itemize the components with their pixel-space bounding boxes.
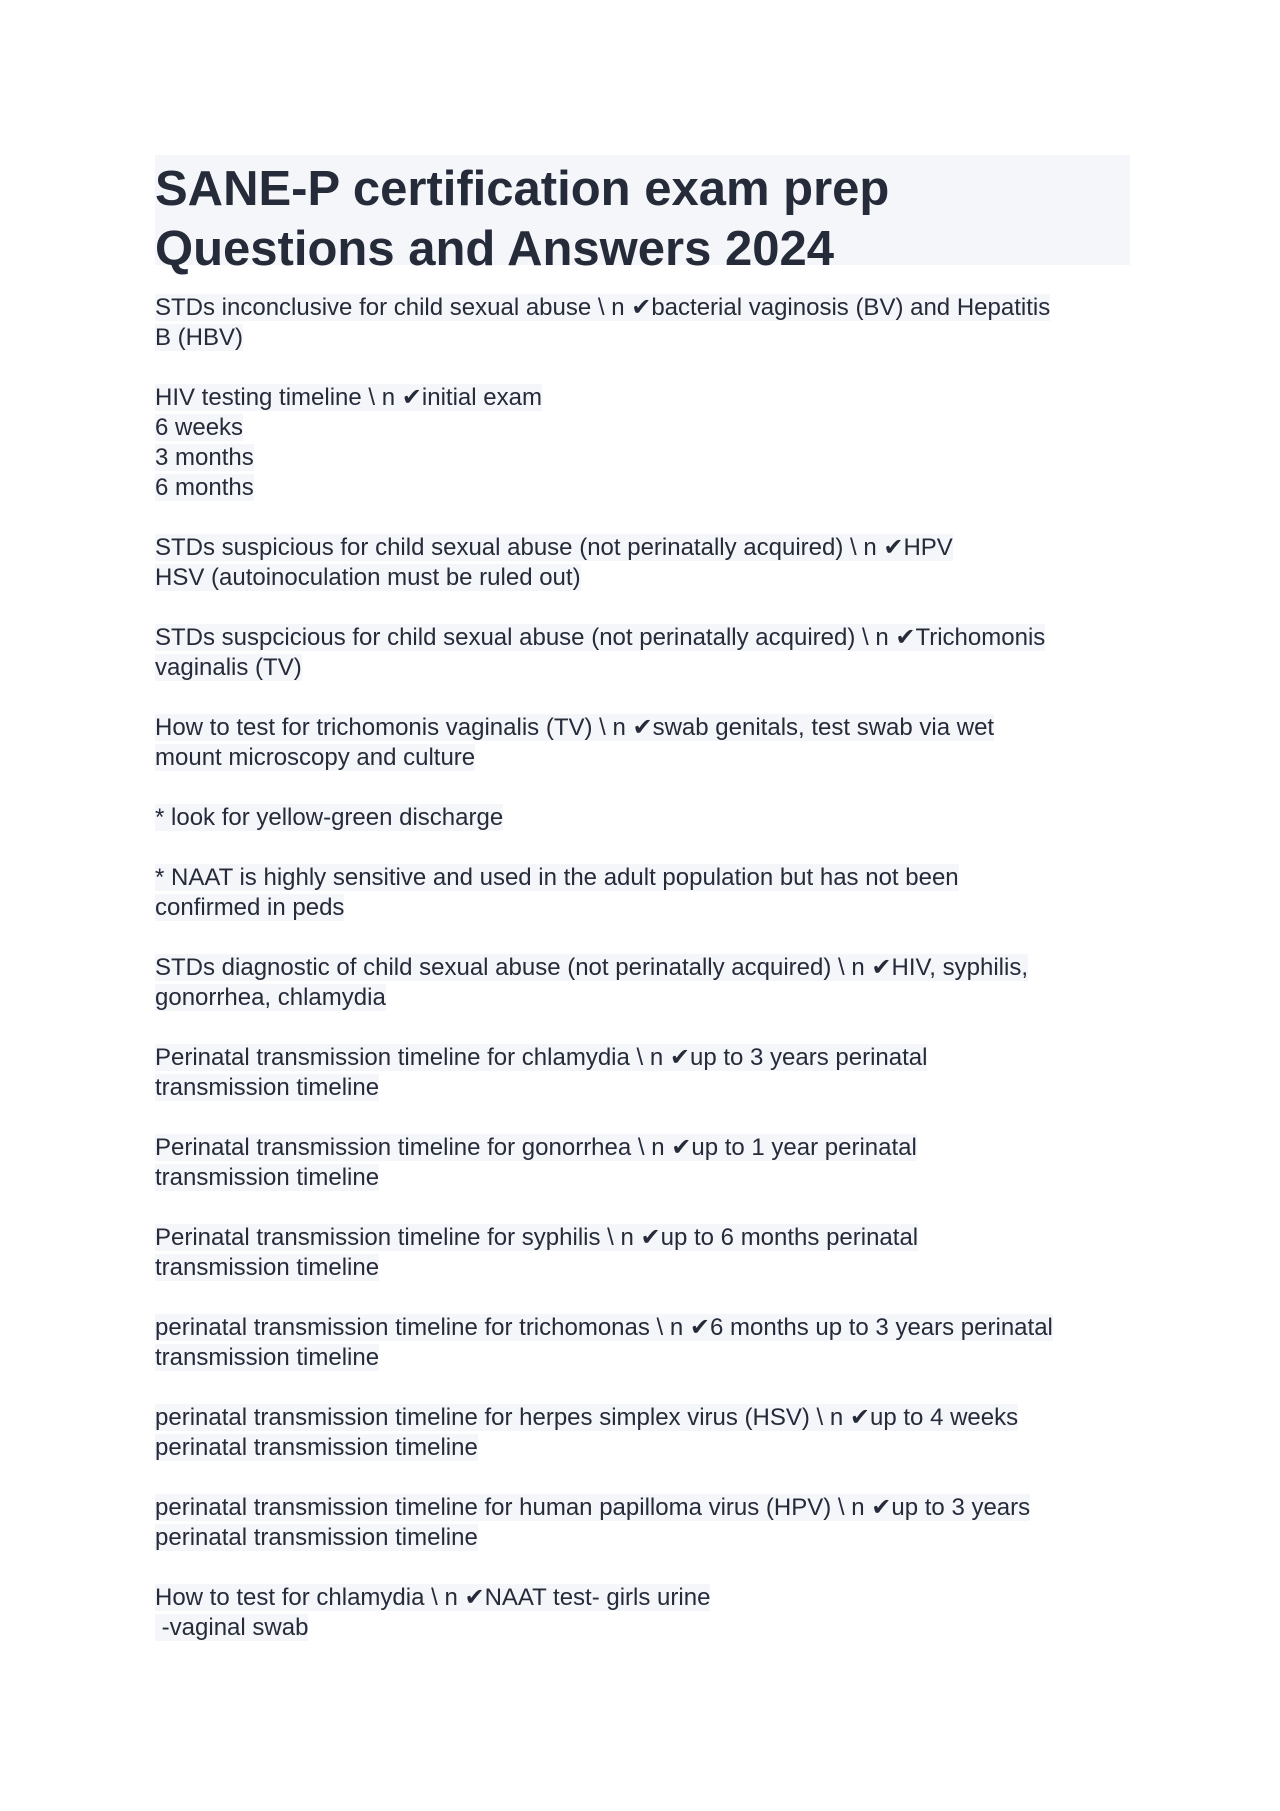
qa-text: perinatal transmission timeline bbox=[155, 1434, 478, 1461]
qa-row bbox=[155, 1403, 1130, 1433]
qa-row bbox=[155, 893, 1130, 923]
qa-row bbox=[155, 1613, 1130, 1643]
qa-text: * NAAT is highly sensitive and used in the adult population but has not been bbox=[155, 864, 959, 891]
qa-row bbox=[155, 443, 1130, 473]
qa-row bbox=[155, 1043, 1130, 1073]
qa-text: transmission timeline bbox=[155, 1254, 380, 1281]
qa-text: B (HBV) bbox=[155, 324, 244, 351]
qa-item bbox=[155, 953, 1130, 1013]
qa-item bbox=[155, 803, 1130, 833]
qa-text: transmission timeline bbox=[155, 1074, 380, 1101]
qa-list bbox=[155, 293, 1130, 1643]
qa-row bbox=[155, 1493, 1130, 1523]
qa-item bbox=[155, 1313, 1130, 1373]
qa-row bbox=[155, 653, 1130, 683]
qa-row bbox=[155, 1583, 1130, 1613]
qa-text: Perinatal transmission timeline for gonorrhea \ n ✔up to 1 year perinatal bbox=[155, 1134, 917, 1161]
qa-item bbox=[155, 1133, 1130, 1193]
qa-text: HSV (autoinoculation must be ruled out) bbox=[155, 564, 581, 591]
qa-text: 3 months bbox=[155, 444, 254, 471]
qa-item bbox=[155, 1223, 1130, 1283]
qa-row bbox=[155, 983, 1130, 1013]
qa-item bbox=[155, 713, 1130, 773]
page-title bbox=[155, 159, 1130, 279]
qa-row bbox=[155, 323, 1130, 353]
qa-row bbox=[155, 1343, 1130, 1373]
qa-row bbox=[155, 533, 1130, 563]
qa-text: STDs suspicious for child sexual abuse (not perinatally acquired) \ n ✔HPV bbox=[155, 534, 953, 561]
qa-row bbox=[155, 743, 1130, 773]
qa-text: perinatal transmission timeline bbox=[155, 1524, 478, 1551]
qa-item bbox=[155, 1403, 1130, 1463]
qa-row bbox=[155, 1433, 1130, 1463]
qa-text: Perinatal transmission timeline for chlamydia \ n ✔up to 3 years perinatal bbox=[155, 1044, 928, 1071]
qa-item bbox=[155, 383, 1130, 503]
qa-text: How to test for chlamydia \ n ✔NAAT test- girls urine bbox=[155, 1584, 711, 1611]
qa-row bbox=[155, 1163, 1130, 1193]
title-box bbox=[155, 155, 1130, 276]
qa-text: How to test for trichomonis vaginalis (TV) \ n ✔swab genitals, test swab via wet bbox=[155, 714, 995, 741]
title-line-1: SANE-P certification exam prep bbox=[155, 162, 890, 216]
qa-item bbox=[155, 1583, 1130, 1643]
qa-text: mount microscopy and culture bbox=[155, 744, 476, 771]
title-line-2: Questions and Answers 2024 bbox=[155, 222, 834, 276]
qa-item bbox=[155, 293, 1130, 353]
qa-row bbox=[155, 863, 1130, 893]
qa-text: perinatal transmission timeline for herpes simplex virus (HSV) \ n ✔up to 4 weeks bbox=[155, 1404, 1019, 1431]
qa-row bbox=[155, 1133, 1130, 1163]
qa-row bbox=[155, 1253, 1130, 1283]
qa-row bbox=[155, 1313, 1130, 1343]
qa-text: HIV testing timeline \ n ✔initial exam bbox=[155, 384, 542, 411]
qa-item bbox=[155, 1493, 1130, 1553]
qa-text: transmission timeline bbox=[155, 1344, 380, 1371]
qa-row bbox=[155, 413, 1130, 443]
qa-text: STDs inconclusive for child sexual abuse \ n ✔bacterial vaginosis (BV) and Hepatitis bbox=[155, 294, 1051, 321]
qa-text: perinatal transmission timeline for trichomonas \ n ✔6 months up to 3 years perinatal bbox=[155, 1314, 1053, 1341]
qa-text: confirmed in peds bbox=[155, 894, 345, 921]
qa-row bbox=[155, 803, 1130, 833]
qa-text: vaginalis (TV) bbox=[155, 654, 302, 681]
qa-text: Perinatal transmission timeline for syphilis \ n ✔up to 6 months perinatal bbox=[155, 1224, 919, 1251]
qa-row bbox=[155, 293, 1130, 323]
qa-row bbox=[155, 1523, 1130, 1553]
qa-text: * look for yellow-green discharge bbox=[155, 804, 504, 831]
qa-row bbox=[155, 1073, 1130, 1103]
qa-row bbox=[155, 563, 1130, 593]
qa-row bbox=[155, 1223, 1130, 1253]
qa-row bbox=[155, 953, 1130, 983]
qa-item bbox=[155, 863, 1130, 923]
qa-text: transmission timeline bbox=[155, 1164, 380, 1191]
qa-item bbox=[155, 533, 1130, 593]
qa-row bbox=[155, 473, 1130, 503]
qa-text: 6 months bbox=[155, 474, 254, 501]
qa-row bbox=[155, 623, 1130, 653]
qa-row bbox=[155, 383, 1130, 413]
qa-item bbox=[155, 1043, 1130, 1103]
document-page bbox=[155, 155, 1130, 1673]
qa-text: STDs diagnostic of child sexual abuse (not perinatally acquired) \ n ✔HIV, syphilis, bbox=[155, 954, 1028, 981]
qa-text: -vaginal swab bbox=[155, 1614, 309, 1641]
qa-item bbox=[155, 623, 1130, 683]
qa-text: perinatal transmission timeline for human papilloma virus (HPV) \ n ✔up to 3 years bbox=[155, 1494, 1031, 1521]
qa-text: STDs suspcicious for child sexual abuse (not perinatally acquired) \ n ✔Trichomonis bbox=[155, 624, 1046, 651]
qa-text: 6 weeks bbox=[155, 414, 244, 441]
qa-text: gonorrhea, chlamydia bbox=[155, 984, 386, 1011]
qa-row bbox=[155, 713, 1130, 743]
